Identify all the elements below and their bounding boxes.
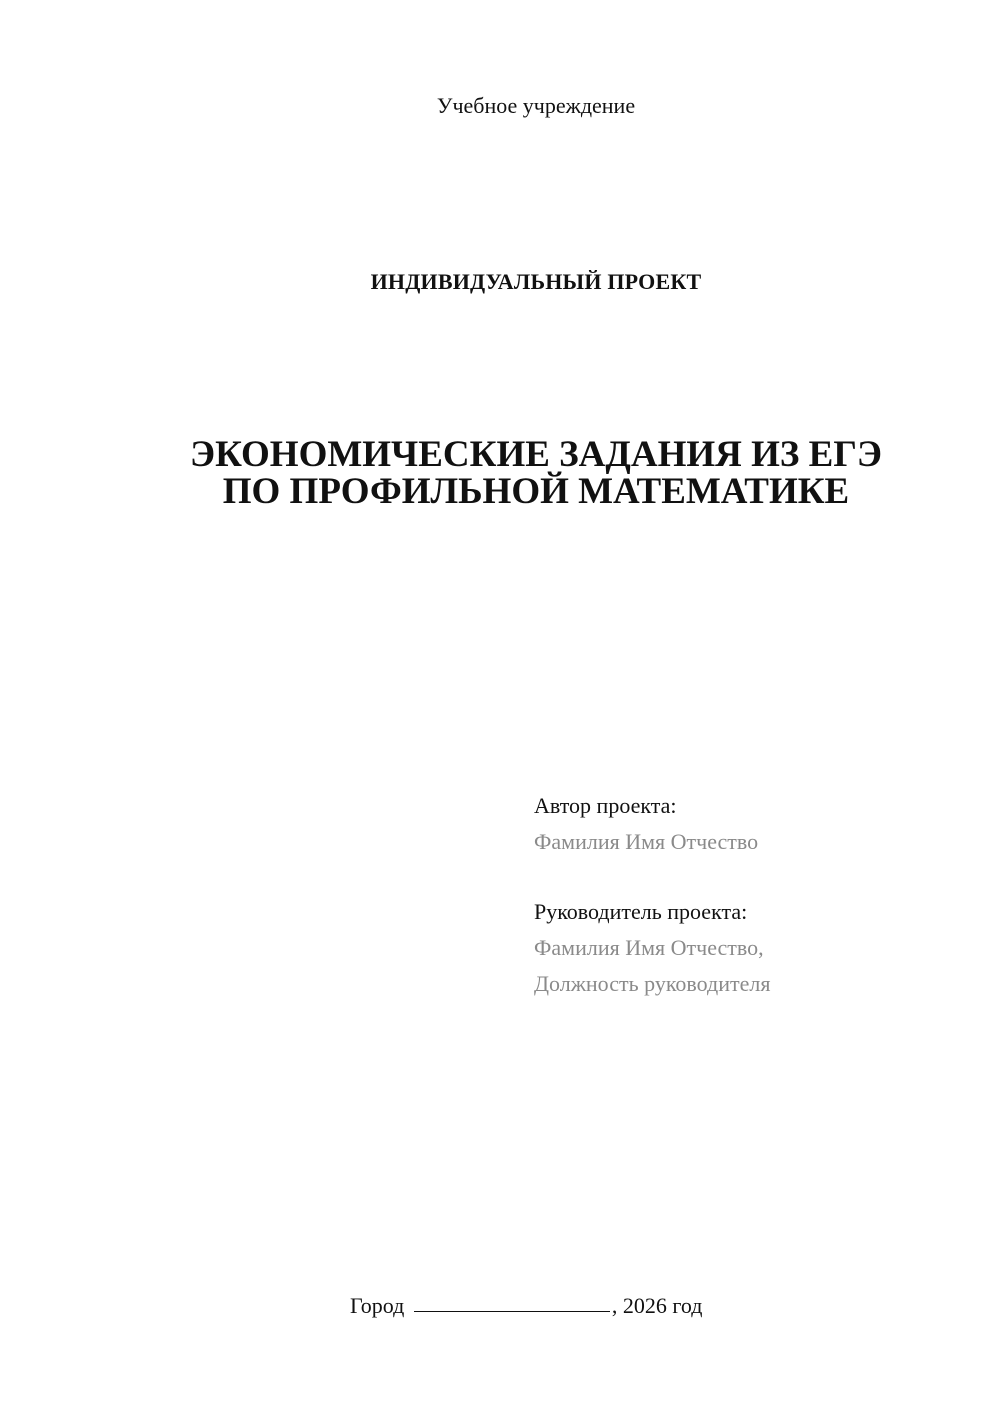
info-spacer — [534, 860, 954, 894]
supervisor-name: Фамилия Имя Отчество, — [534, 935, 764, 960]
project-type-heading: ИНДИВИДУАЛЬНЫЙ ПРОЕКТ — [370, 269, 702, 294]
year-text: , 2026 год — [611, 1293, 703, 1318]
author-name: Фамилия Имя Отчество — [534, 829, 759, 854]
city-label: Город — [350, 1293, 405, 1318]
author-label: Автор проекта: — [534, 793, 677, 818]
project-title-line-2: ПО ПРОФИЛЬНОЙ МАТЕМАТИКЕ — [222, 471, 850, 512]
supervisor-position: Должность руководителя — [534, 971, 771, 996]
supervisor-label: Руководитель проекта: — [534, 899, 748, 924]
city-year-line — [350, 1290, 702, 1321]
institution-name: Учебное учреждение — [436, 93, 636, 118]
project-info-block — [534, 788, 954, 1002]
project-title — [0, 436, 1000, 510]
project-title-line-1: ЭКОНОМИЧЕСКИЕ ЗАДАНИЯ ИЗ ЕГЭ — [190, 434, 882, 475]
city-blank-field — [414, 1289, 610, 1312]
